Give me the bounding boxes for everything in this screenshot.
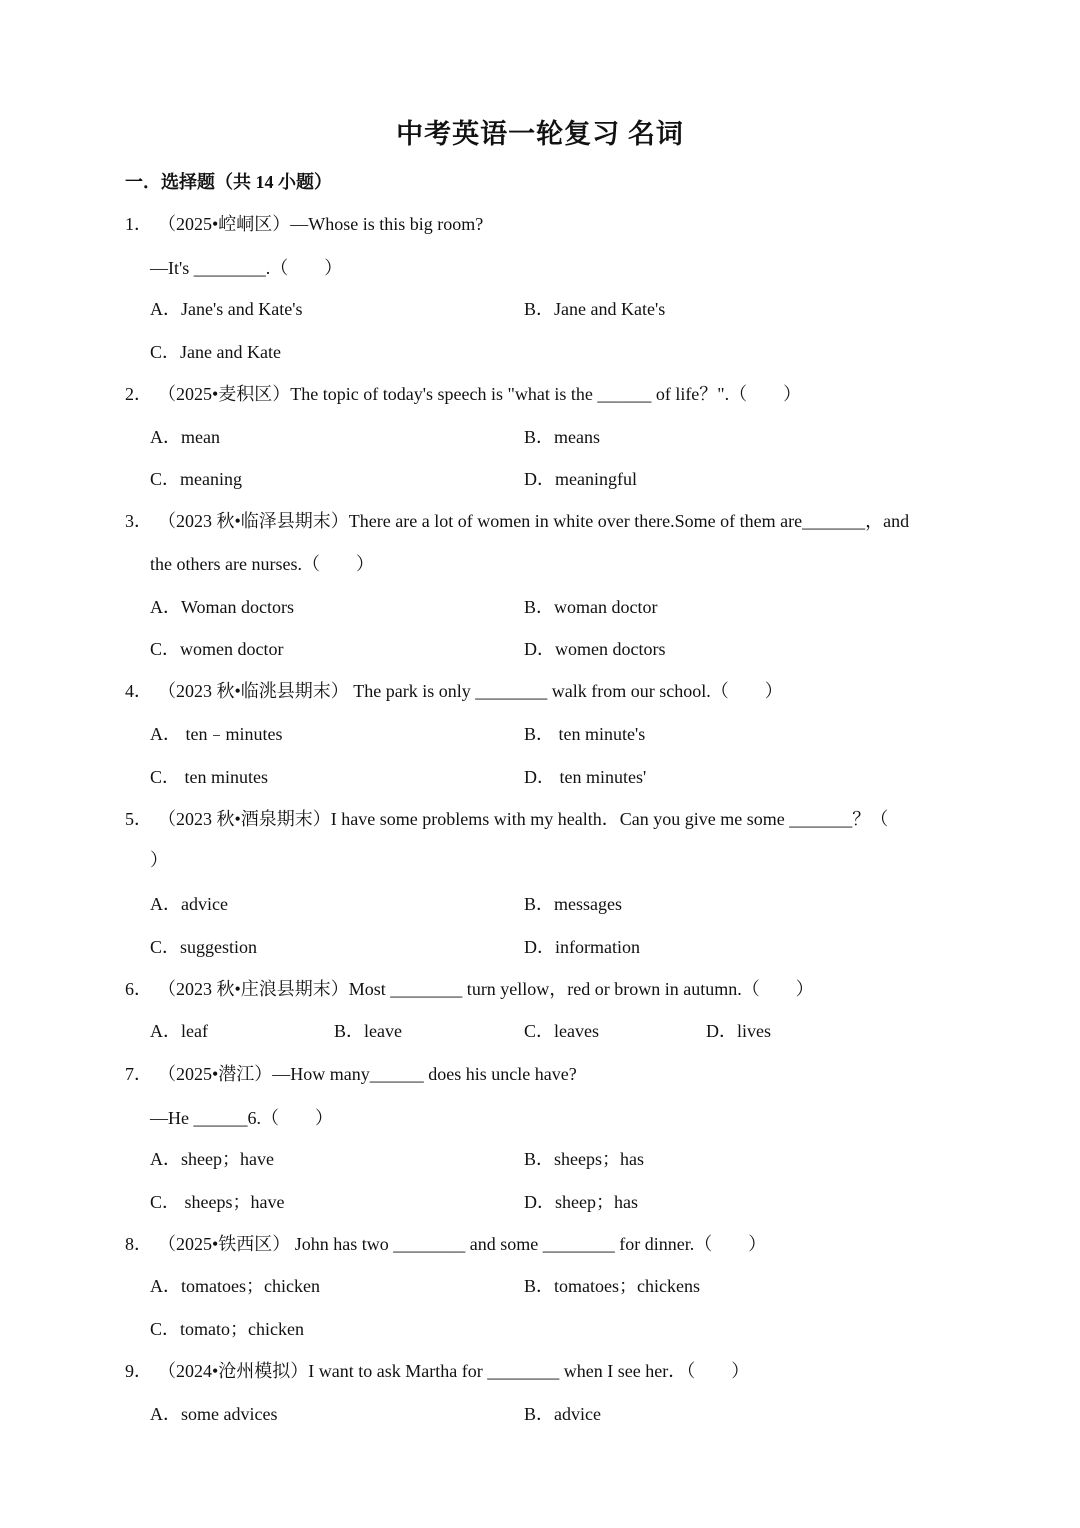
- option-a[interactable]: A．mean: [150, 427, 220, 447]
- question-continuation: the others are nurses.（ ）: [150, 554, 374, 574]
- option-b[interactable]: B．sheeps；has: [524, 1149, 644, 1169]
- question-text: （2023 秋•酒泉期末）I have some problems with my health．Can you give me some _______？（: [158, 809, 889, 829]
- option-d[interactable]: D．lives: [706, 1021, 771, 1041]
- option-d[interactable]: D．sheep；has: [524, 1192, 638, 1212]
- page-title: 中考英语一轮复习 名词: [396, 119, 684, 149]
- question-continuation: —It's ________.（ ）: [150, 258, 343, 278]
- question-text: （2023 秋•临洮县期末） The park is only ________ walk from our school.（ ）: [158, 681, 783, 701]
- option-c[interactable]: C．meaning: [150, 469, 242, 489]
- option-a[interactable]: A．sheep；have: [150, 1149, 274, 1169]
- option-c[interactable]: C．leaves: [524, 1021, 599, 1041]
- option-d[interactable]: D．women doctors: [524, 639, 666, 659]
- option-a[interactable]: A．Jane's and Kate's: [150, 299, 303, 319]
- section-heading: 一．选择题（共 14 小题）: [125, 172, 332, 192]
- option-c[interactable]: C． ten minutes: [150, 767, 268, 787]
- option-b[interactable]: B．advice: [524, 1404, 601, 1424]
- option-a[interactable]: A． ten﹣minutes: [150, 724, 283, 744]
- option-b[interactable]: B． ten minute's: [524, 724, 646, 744]
- option-c[interactable]: C．tomato；chicken: [150, 1319, 304, 1339]
- option-c[interactable]: C．Jane and Kate: [150, 342, 281, 362]
- option-b[interactable]: B．messages: [524, 894, 622, 914]
- option-b[interactable]: B．tomatoes；chickens: [524, 1276, 700, 1296]
- option-b[interactable]: B．woman doctor: [524, 597, 658, 617]
- question-text: （2025•崆峒区）—Whose is this big room?: [158, 214, 484, 234]
- question-number: 3．: [125, 511, 152, 531]
- question-text: （2025•潜江）—How many______ does his uncle have?: [158, 1064, 577, 1084]
- option-d[interactable]: D． ten minutes': [524, 767, 647, 787]
- option-c[interactable]: C．women doctor: [150, 639, 284, 659]
- question-continuation: ）: [150, 850, 168, 870]
- option-c[interactable]: C．suggestion: [150, 937, 258, 957]
- option-d[interactable]: D．meaningful: [524, 469, 637, 489]
- question-continuation: —He ______6.（ ）: [150, 1108, 333, 1128]
- question-number: 2．: [125, 384, 152, 404]
- option-c[interactable]: C． sheeps；have: [150, 1192, 285, 1212]
- option-a[interactable]: A．tomatoes；chicken: [150, 1276, 320, 1296]
- question-number: 7．: [125, 1064, 152, 1084]
- question-text: （2025•铁西区） John has two ________ and some ________ for dinner.（ ）: [158, 1234, 767, 1254]
- question-number: 5．: [125, 809, 152, 829]
- option-a[interactable]: A．advice: [150, 894, 228, 914]
- question-text: （2025•麦积区）The topic of today's speech is "what is the ______ of life？".（ ）: [158, 384, 802, 404]
- option-b[interactable]: B．Jane and Kate's: [524, 299, 666, 319]
- option-a[interactable]: A．Woman doctors: [150, 597, 295, 617]
- question-number: 6．: [125, 979, 152, 999]
- question-text: （2024•沧州模拟）I want to ask Martha for ________ when I see her．（ ）: [158, 1361, 750, 1381]
- option-d[interactable]: D．information: [524, 937, 640, 957]
- option-a[interactable]: A．some advices: [150, 1404, 278, 1424]
- option-b[interactable]: B．leave: [334, 1021, 402, 1041]
- question-text: （2023 秋•庄浪县期末）Most ________ turn yellow，red or brown in autumn.（ ）: [158, 979, 814, 999]
- question-text: （2023 秋•临泽县期末）There are a lot of women in white over there.Some of them are_______，and: [158, 511, 910, 531]
- question-number: 9．: [125, 1361, 152, 1381]
- question-number: 1．: [125, 214, 152, 234]
- option-b[interactable]: B．means: [524, 427, 600, 447]
- question-number: 8．: [125, 1234, 152, 1254]
- question-number: 4．: [125, 681, 152, 701]
- option-a[interactable]: A．leaf: [150, 1021, 208, 1041]
